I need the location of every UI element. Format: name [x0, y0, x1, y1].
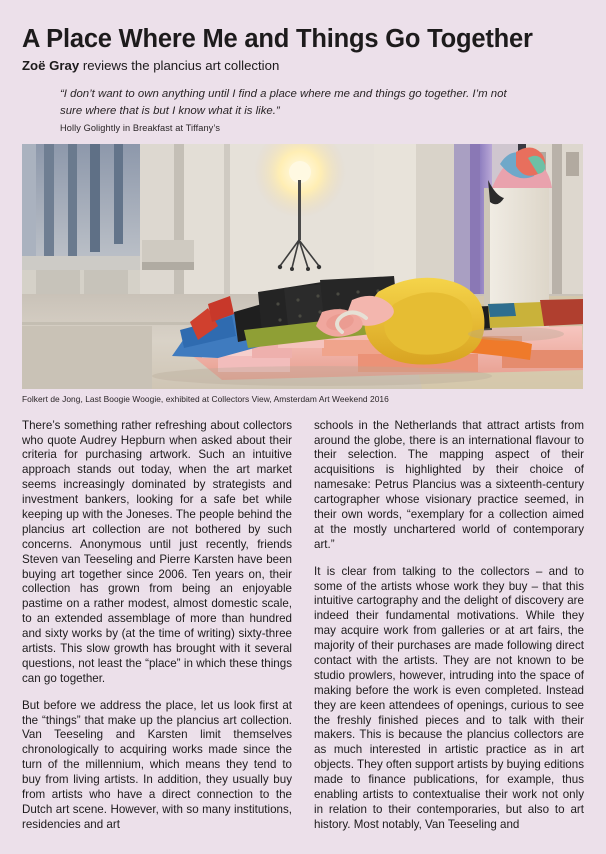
article-body — [22, 419, 584, 833]
paragraph: It is clear from talking to the collectors – and to some of the artists whose work they buy – that this intuitive cartography and the delight of discovery are indeed their fundamental motivations. While they may acquire work from galleries or at art fairs, the majority of their purchases are made following direct contact with the artists. They are not known to be studio prowlers, however, intruding into the space of making before the work is even completed. Instead they are keen attendees of openings, curious to see the freshly finished pieces and to talk with their makers. This is because the plancius collectors are as much interested in artistic practice as in art objects. They often support artists by buying editions made to finance publications, for example, thus enabling artists to contextualise their work not only in relation to their contemporaries, but also to art history. Most notably, Van Teeseling and — [314, 564, 584, 831]
paragraph: schools in the Netherlands that attract artists from around the globe, there is an international flavour to their selection. The mapping aspect of their acquisitions is highlighted by their choice of namesake: Petrus Plancius was a sixteenth-century cartographer whose visionary practice seemed, in their own words, “exemplary for a collection aimed at the mostly unchartered world of contemporary art.” — [314, 418, 584, 551]
paragraph: There’s something rather refreshing about collectors who quote Audrey Hepburn when asked about their criteria for purchasing artwork. Such an intuitive approach stands out today, when the art market seems increasingly dominated by strategists and investment bankers, looking for a safe bet while keeping up with the Joneses. The people behind the plancius art collection are not bothered by such concerns. Anonymous until just recently, friends Steven van Teeseling and Pierre Karsten have been buying art together since 2006. Ten years on, their collection has grown from being an enjoyable pastime on a rather modest, almost domestic scale, to an extended assemblage of more than hundred and sixty works by (at the time of writing) sixty-three artists. This slow growth has brought with it several questions, not least the “place” in which these things can go together. — [22, 418, 292, 685]
figure-caption: Folkert de Jong, Last Boogie Woogie, exhibited at Collectors View, Amsterdam Art Weekend 2016 — [22, 393, 389, 404]
pull-quote-block — [60, 86, 584, 132]
byline — [22, 58, 584, 74]
pull-quote-text: “I don’t want to own anything until I find a place where me and things go together. I’m not sure where that is but I know what it is like.” — [60, 88, 507, 117]
pull-quote-source: Holly Golightly in Breakfast at Tiffany’s — [60, 122, 221, 133]
page-title: A Place Where Me and Things Go Together — [22, 25, 533, 53]
article-figure — [22, 144, 583, 405]
photograph-illustration — [22, 144, 583, 389]
body-column-right — [314, 419, 584, 833]
byline-author: Zoë Gray — [22, 57, 80, 73]
byline-description: reviews the plancius art collection — [79, 57, 280, 73]
paragraph: But before we address the place, let us look first at the “things” that make up the plancius art collection. Van Teeseling and Karsten limit themselves chronologically to acquiring works made since the turn of the millennium, which means they tend to buy from living artists. In addition, they usually buy from artists who have a direct connection to the Dutch art scene. However, with so many institutions, residencies and art — [22, 698, 292, 831]
body-column-left — [22, 419, 292, 833]
artwork-photograph — [22, 144, 583, 389]
